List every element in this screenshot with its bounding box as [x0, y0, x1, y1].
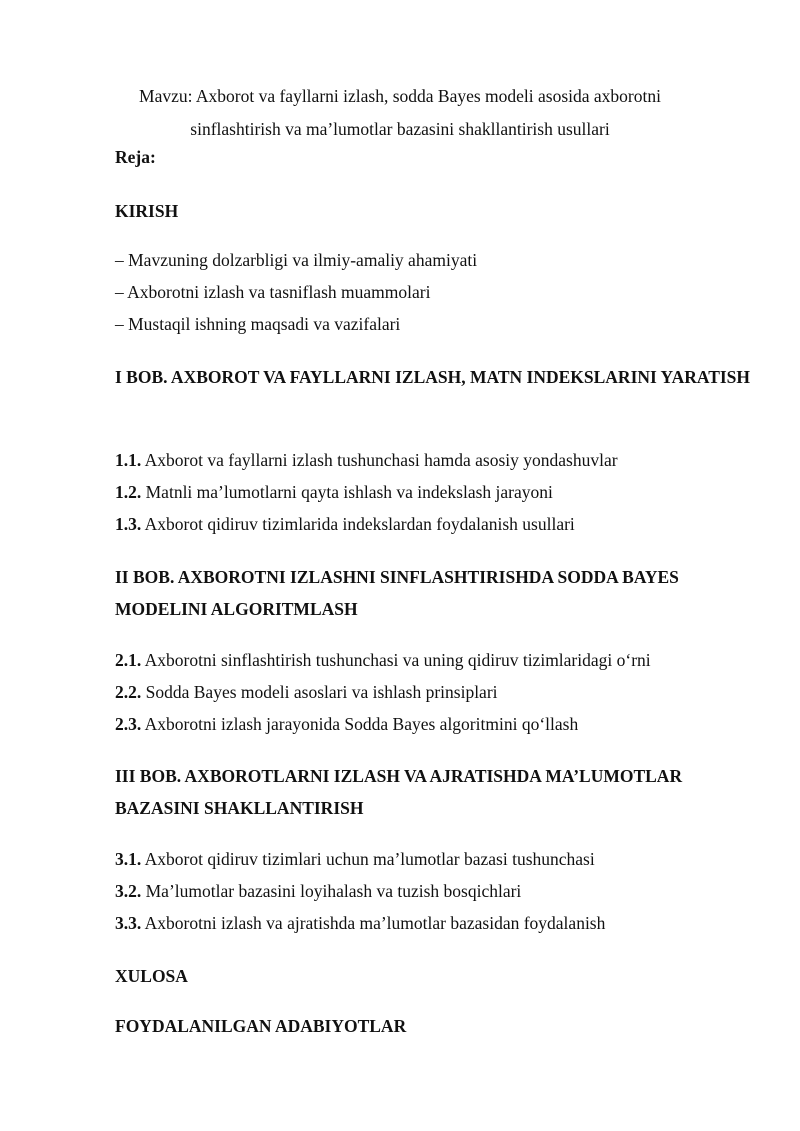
- section-title: Axborot va fayllarni izlash tushunchasi hamda asosiy yondashuvlar: [144, 450, 618, 470]
- plan-label: Reja:: [115, 147, 156, 167]
- references-heading: FOYDALANILGAN ADABIYOTLAR: [115, 1016, 407, 1036]
- section-title: Ma’lumotlar bazasini loyihalash va tuzish bosqichlari: [145, 881, 522, 901]
- section-item: [115, 476, 553, 508]
- intro-item: – Mavzuning dolzarbligi va ilmiy-amaliy ahamiyati: [115, 250, 478, 270]
- conclusion-heading: XULOSA: [115, 966, 188, 986]
- section-number: 2.2.: [115, 682, 142, 702]
- section-item: [115, 907, 605, 939]
- section-title: Axborotni izlash va ajratishda ma’lumotlar bazasidan foydalanish: [144, 913, 606, 933]
- section-title: Axborot qidiruv tizimlarida indekslardan foydalanish usullari: [144, 514, 575, 534]
- section-number: 2.1.: [115, 650, 142, 670]
- section-item: [115, 875, 521, 907]
- topic-title: Mavzu: Axborot va fayllarni izlash, sodda Bayes modeli asosida axborotni sinflashtirish va ma’lumotlar bazasini shakllantirish usullari: [139, 86, 661, 139]
- section-item: [115, 676, 498, 708]
- section-number: 1.1.: [115, 450, 142, 470]
- section-number: 3.3.: [115, 913, 142, 933]
- section-item: [115, 843, 595, 875]
- chapter-3-heading: III BOB. AXBOROTLARNI IZLASH VA AJRATISHDA MA’LUMOTLAR BAZASINI SHAKLLANTIRISH: [115, 766, 683, 818]
- section-number: 1.2.: [115, 482, 142, 502]
- section-number: 3.2.: [115, 881, 142, 901]
- section-number: 1.3.: [115, 514, 142, 534]
- section-title: Axborotni sinflashtirish tushunchasi va uning qidiruv tizimlaridagi o‘rni: [144, 650, 651, 670]
- section-item: [115, 508, 575, 540]
- intro-item: – Axborotni izlash va tasniflash muammolari: [115, 282, 431, 302]
- section-item: [115, 708, 578, 740]
- section-title: Sodda Bayes modeli asoslari va ishlash prinsiplari: [145, 682, 498, 702]
- section-item: [115, 444, 618, 476]
- section-item: [115, 644, 651, 676]
- section-number: 3.1.: [115, 849, 142, 869]
- chapter-2-heading: II BOB. AXBOROTNI IZLASHNI SINFLASHTIRISHDA SODDA BAYES MODELINI ALGORITMLASH: [115, 567, 679, 619]
- intro-item: – Mustaqil ishning maqsadi va vazifalari: [115, 314, 401, 334]
- section-title: Axborot qidiruv tizimlari uchun ma’lumotlar bazasi tushunchasi: [144, 849, 595, 869]
- intro-heading: KIRISH: [115, 201, 179, 221]
- section-title: Matnli ma’lumotlarni qayta ishlash va indekslash jarayoni: [145, 482, 553, 502]
- chapter-1-heading: I BOB. AXBOROT VA FAYLLARNI IZLASH, MATN INDEKSLARINI YARATISH: [115, 367, 751, 387]
- section-number: 2.3.: [115, 714, 142, 734]
- section-title: Axborotni izlash jarayonida Sodda Bayes algoritmini qo‘llash: [144, 714, 579, 734]
